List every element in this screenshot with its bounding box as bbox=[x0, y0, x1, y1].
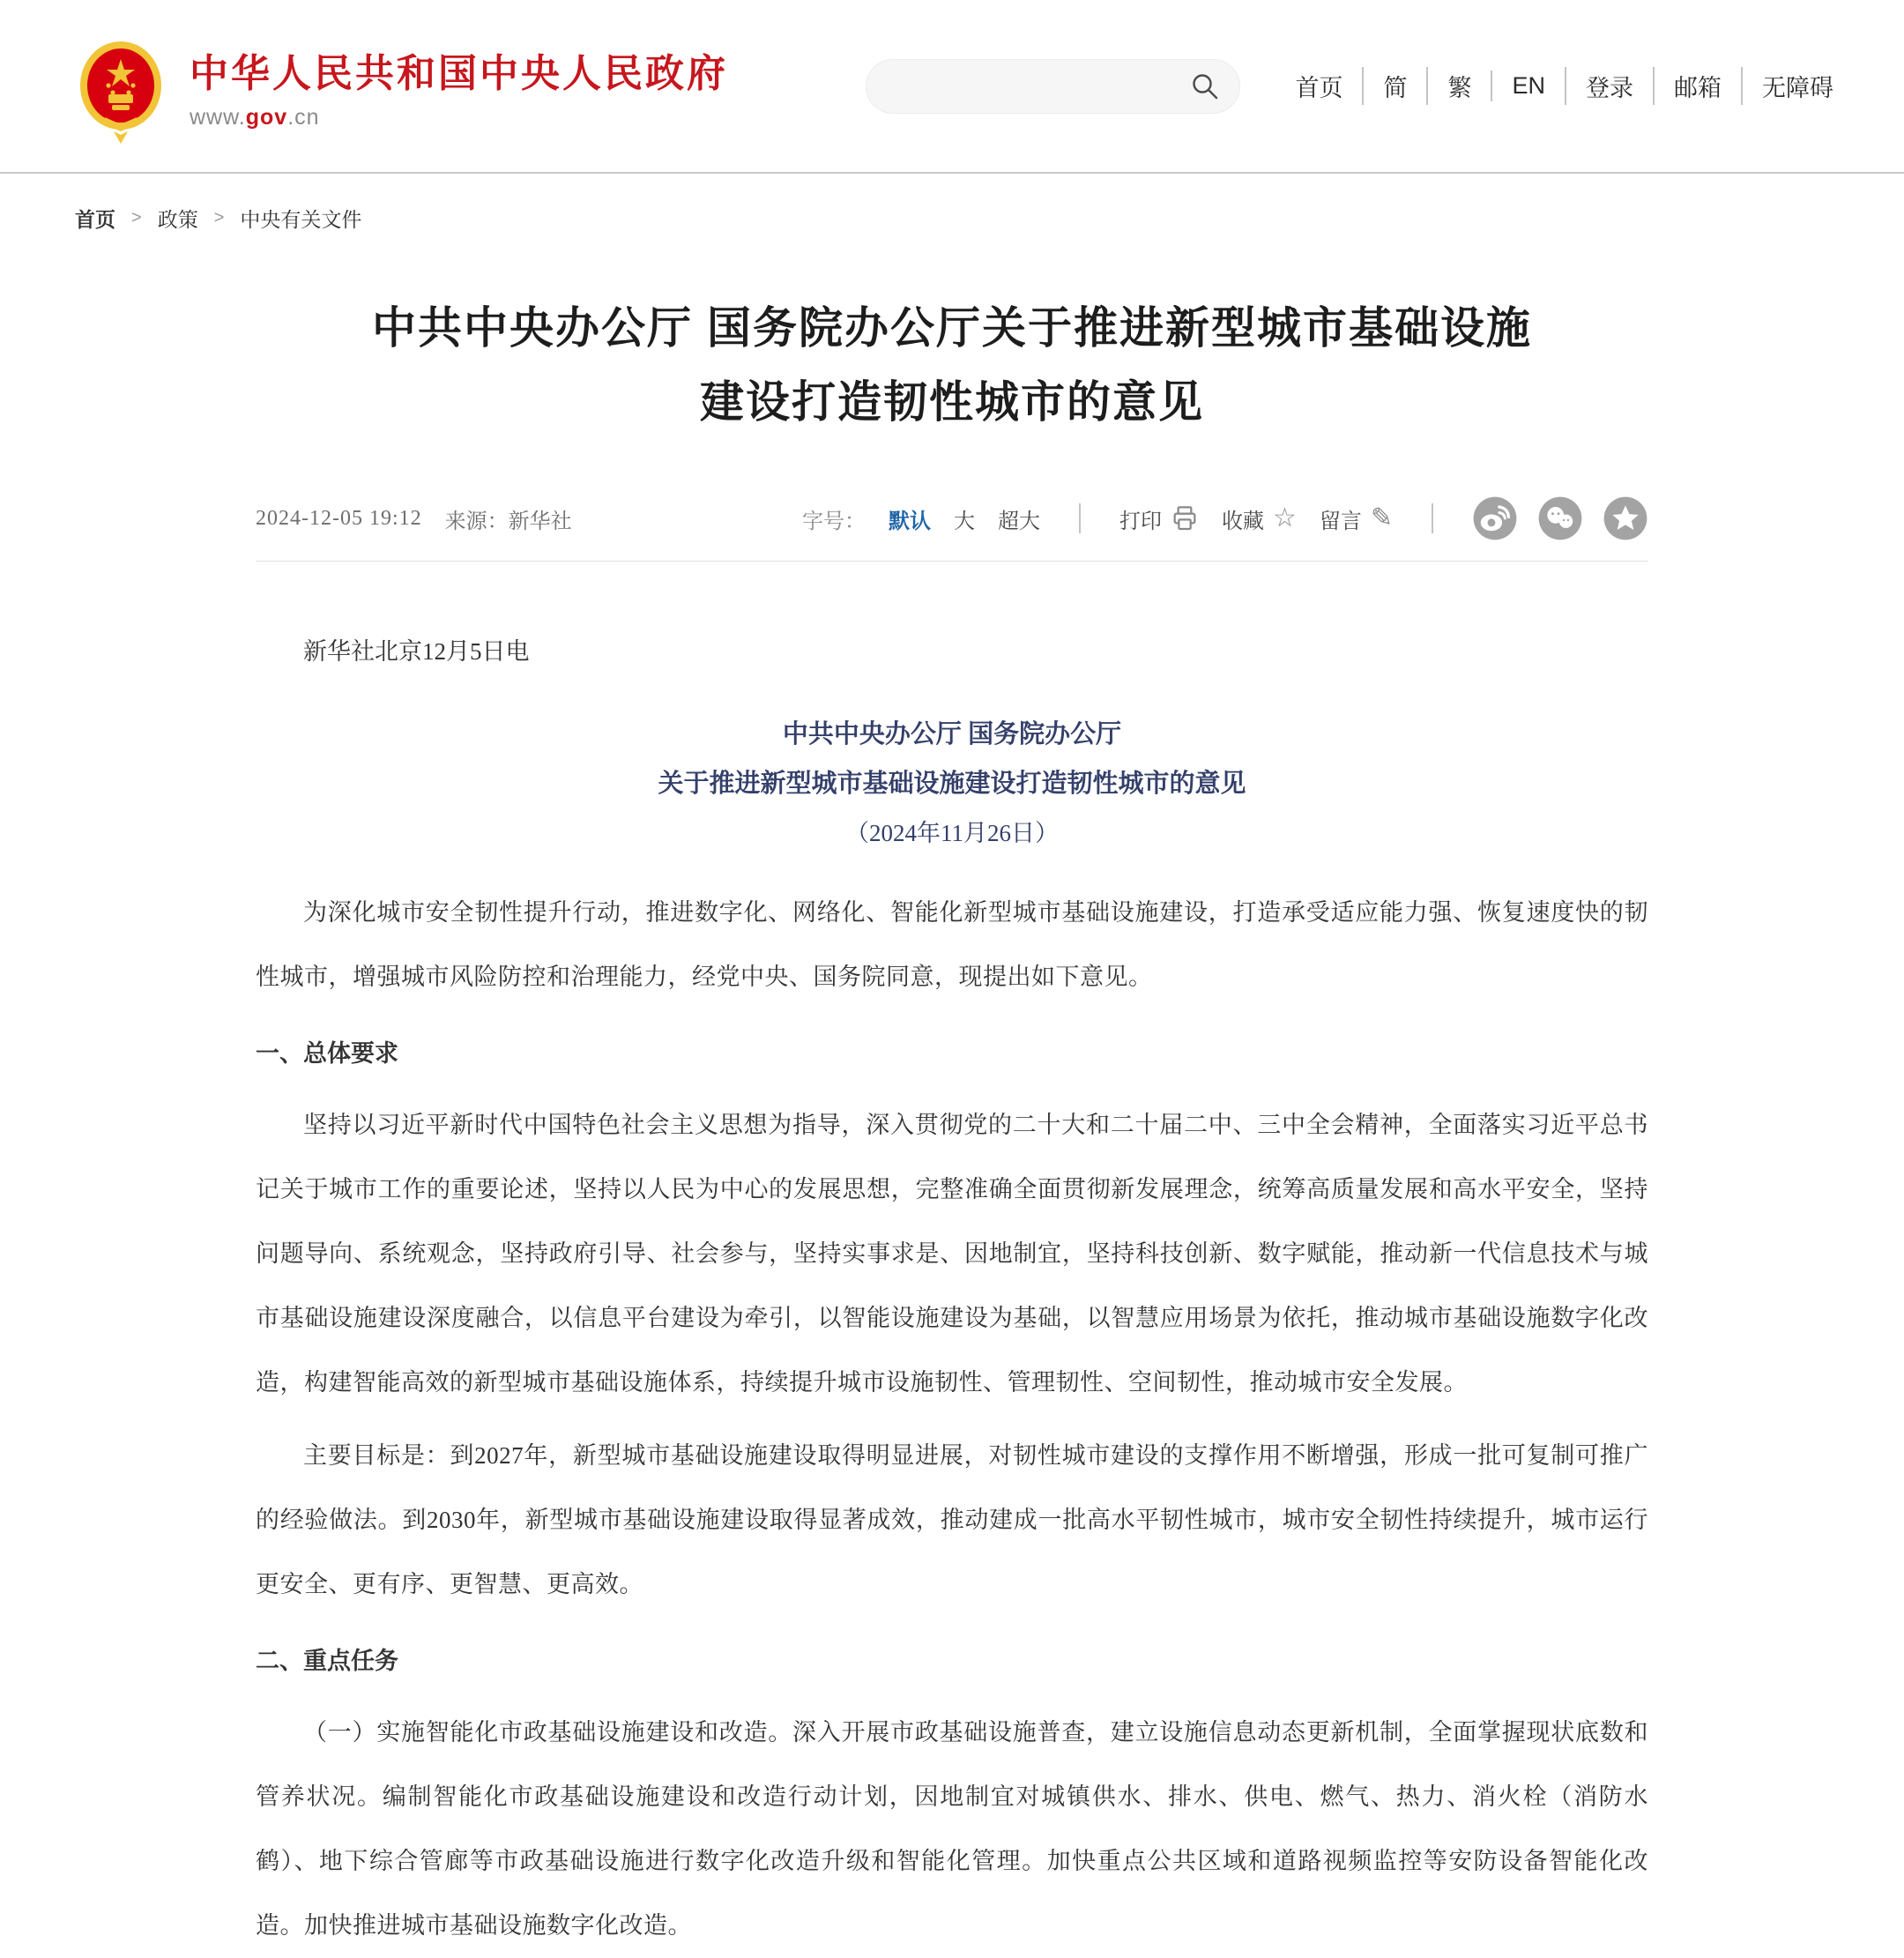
printer-icon bbox=[1171, 504, 1199, 532]
dateline: 新华社北京12月5日电 bbox=[303, 638, 530, 665]
comment-label: 留言 bbox=[1319, 509, 1362, 533]
site-logo[interactable] bbox=[75, 27, 728, 145]
nav-item-accessibility[interactable]: 无障碍 bbox=[1741, 67, 1833, 105]
doc-date: （2024年11月26日） bbox=[845, 820, 1059, 846]
publish-datetime: 2024-12-05 19:12 bbox=[256, 506, 422, 530]
fontsize-label: 字号： bbox=[801, 509, 866, 533]
site-url-www: www. bbox=[190, 105, 246, 130]
breadcrumb-policy[interactable]: 政策 bbox=[157, 208, 198, 231]
paragraph: 主要目标是：到2027年，新型城市基础设施建设取得明显进展，对韧性城市建设的支撑作用不断增强，形成一批可复制可推广的经验做法。到2030年，新型城市基础设施建设取得显著成效，推动建成一批高水平韧性城市，城市安全韧性持续提升，城市运行更安全、更有序、更智慧、更高效。 bbox=[256, 1442, 1648, 1597]
section-heading-1: 一、总体要求 bbox=[256, 1040, 398, 1067]
print-button[interactable] bbox=[1119, 503, 1199, 534]
breadcrumb bbox=[0, 174, 1904, 233]
share-group bbox=[1472, 495, 1648, 541]
national-emblem-icon bbox=[75, 40, 167, 145]
breadcrumb-central-docs[interactable]: 中央有关文件 bbox=[240, 208, 362, 231]
paragraph: 坚持以习近平新时代中国特色社会主义思想为指导，深入贯彻党的二十大和二十届二中、三中全会精神，全面落实习近平总书记关于城市工作的重要论述，坚持以人民为中心的发展思想，完整准确全面贯彻新发展理念，统筹高质量发展和高水平安全，坚持问题导向、系统观念，坚持政府引导、社会参与，坚持实事求是、因地制宜，坚持科技创新、数字赋能，推动新一代信息技术与城市基础设施建设深度融合，以信息平台建设为牵引，以智能设施建设为基础，以智慧应用场景为依托，推动城市基础设施数字化改造，构建智能高效的新型城市基础设施体系，持续提升城市设施韧性、管理韧性、空间韧性，推动城市安全发展。 bbox=[256, 1112, 1648, 1396]
breadcrumb-separator: > bbox=[131, 208, 142, 227]
nav-item-mail[interactable]: 邮箱 bbox=[1653, 67, 1741, 105]
page-title: 中共中央办公厅 国务院办公厅关于推进新型城市基础设施建设打造韧性城市的意见 bbox=[372, 303, 1532, 427]
qzone-share-icon[interactable] bbox=[1603, 495, 1648, 541]
nav-item-login[interactable]: 登录 bbox=[1565, 67, 1653, 105]
site-url-cn: .cn bbox=[287, 105, 320, 130]
source-label: 来源： bbox=[444, 510, 509, 533]
article bbox=[256, 291, 1648, 1958]
divider bbox=[1079, 503, 1081, 533]
nav-item-traditional[interactable]: 繁 bbox=[1426, 67, 1491, 105]
nav-item-simplified[interactable]: 简 bbox=[1362, 67, 1426, 105]
nav-item-english[interactable]: EN bbox=[1491, 71, 1565, 101]
search-box[interactable] bbox=[866, 59, 1240, 114]
source bbox=[445, 503, 572, 534]
divider bbox=[1432, 503, 1433, 533]
site-url-gov: gov bbox=[245, 105, 288, 130]
site-header bbox=[0, 0, 1904, 174]
search-icon[interactable] bbox=[1190, 71, 1220, 101]
site-url bbox=[190, 105, 728, 130]
weibo-share-icon[interactable] bbox=[1472, 495, 1518, 541]
favorite-button[interactable] bbox=[1222, 503, 1297, 534]
comment-button[interactable] bbox=[1320, 503, 1393, 534]
section-heading-2: 二、重点任务 bbox=[256, 1648, 398, 1674]
wechat-share-icon[interactable] bbox=[1537, 495, 1583, 541]
fontsize-large[interactable]: 大 bbox=[953, 509, 975, 533]
print-label: 打印 bbox=[1119, 509, 1162, 533]
doc-title: 关于推进新型城市基础设施建设打造韧性城市的意见 bbox=[658, 770, 1246, 798]
article-meta-row bbox=[256, 495, 1648, 541]
site-title: 中华人民共和国中央人民政府 bbox=[190, 52, 728, 95]
favorite-label: 收藏 bbox=[1221, 509, 1264, 533]
fontsize-default[interactable]: 默认 bbox=[888, 509, 931, 533]
breadcrumb-home[interactable]: 首页 bbox=[75, 208, 115, 231]
doc-issuer: 中共中央办公厅 国务院办公厅 bbox=[782, 720, 1122, 748]
search-input[interactable] bbox=[891, 74, 1190, 99]
paragraph: 为深化城市安全韧性提升行动，推进数字化、网络化、智能化新型城市基础设施建设，打造承受适应能力强、恢复速度快的韧性城市，增强城市风险防控和治理能力，经党中央、国务院同意，现提出如下意见。 bbox=[256, 899, 1648, 990]
top-nav bbox=[1276, 67, 1833, 105]
nav-item-home[interactable]: 首页 bbox=[1295, 75, 1343, 101]
source-value: 新华社 bbox=[508, 510, 572, 533]
article-body bbox=[256, 562, 1648, 1958]
fontsize-xlarge[interactable]: 超大 bbox=[997, 509, 1040, 533]
breadcrumb-separator: > bbox=[213, 208, 225, 227]
pencil-icon: ✎ bbox=[1370, 503, 1393, 532]
star-icon: ☆ bbox=[1272, 503, 1297, 532]
paragraph: （一）实施智能化市政基础设施建设和改造。深入开展市政基础设施普查，建立设施信息动态更新机制，全面掌握现状底数和管养状况。编制智能化市政基础设施建设和改造行动计划，因地制宜对城镇供水、排水、供电、燃气、热力、消火栓（消防水鹤）、地下综合管廊等市政基础设施进行数字化改造升级和智能化管理。加快重点公共区域和道路视频监控等安防设备智能化改造。加快推进城市基础设施数字化改造。 bbox=[256, 1719, 1648, 1939]
